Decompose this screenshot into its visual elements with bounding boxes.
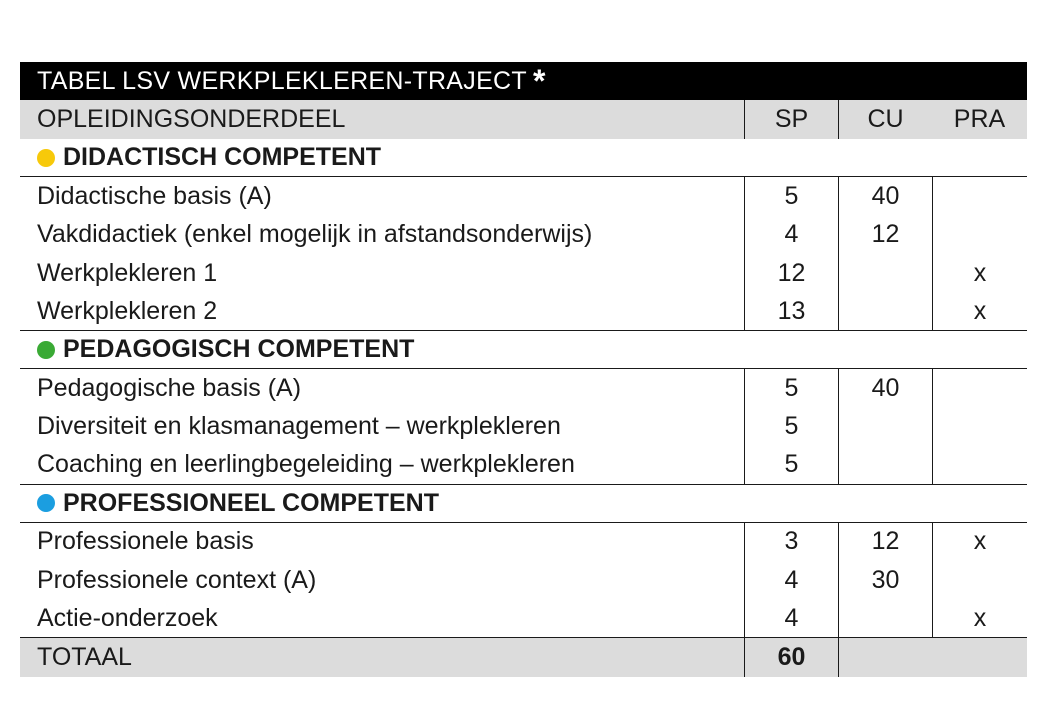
table-row	[20, 216, 1027, 255]
bullet-dot-icon	[37, 494, 55, 512]
table-row	[20, 523, 1027, 562]
section-header	[20, 331, 1027, 369]
course-name: Werkplekleren 2	[37, 296, 218, 325]
course-name: Vakdidactiek (enkel mogelijk in afstandsonderwijs)	[37, 220, 593, 249]
course-name: Actie-onderzoek	[37, 603, 218, 632]
table-row	[20, 369, 1027, 408]
pra-value	[932, 369, 1027, 408]
section-rows	[20, 523, 1027, 639]
section-header	[20, 485, 1027, 523]
table-row	[20, 600, 1027, 639]
cu-value: 40	[838, 177, 932, 216]
header-col-cu: CU	[838, 100, 932, 139]
section-title: PEDAGOGISCH COMPETENT	[63, 335, 415, 363]
sp-value: 13	[744, 293, 838, 331]
course-name: Didactische basis (A)	[37, 181, 272, 210]
course-name: Diversiteit en klasmanagement – werkplekleren	[37, 412, 561, 441]
course-name: Coaching en leerlingbegeleiding – werkplekleren	[37, 450, 575, 479]
table-row	[20, 293, 1027, 332]
cu-value: 12	[838, 216, 932, 255]
table-header-row	[20, 100, 1027, 139]
cu-value: 12	[838, 523, 932, 562]
pra-value	[932, 446, 1027, 484]
sp-value: 5	[744, 446, 838, 484]
header-col-sp: SP	[744, 100, 838, 139]
sp-value: 4	[744, 600, 838, 638]
cu-value	[838, 446, 932, 484]
pra-value	[932, 561, 1027, 600]
sp-value: 4	[744, 216, 838, 255]
pra-value: x	[932, 254, 1027, 293]
section-title: PROFESSIONEEL COMPETENT	[63, 488, 439, 517]
header-col-opleidingsonderdeel: OPLEIDINGSONDERDEEL	[37, 105, 346, 133]
section-rows	[20, 369, 1027, 485]
header-col-pra: PRA	[953, 105, 1006, 133]
total-row	[20, 638, 1027, 677]
table-row	[20, 446, 1027, 485]
bullet-dot-icon	[37, 149, 55, 167]
asterisk-icon: *	[532, 63, 546, 99]
table-row	[20, 254, 1027, 293]
cu-value: 40	[838, 369, 932, 408]
cu-value	[838, 254, 932, 293]
sp-value: 12	[744, 254, 838, 293]
total-sp: 60	[744, 638, 838, 677]
pra-value: x	[932, 293, 1027, 331]
total-pra	[932, 638, 1027, 677]
pra-value: x	[932, 523, 1027, 562]
course-name: Pedagogische basis (A)	[37, 373, 302, 402]
cu-value	[838, 600, 932, 638]
table-title-bar	[20, 62, 1027, 100]
section-header	[20, 139, 1027, 177]
section-rows	[20, 177, 1027, 331]
cu-value: 30	[838, 561, 932, 600]
table-title: TABEL LSV WERKPLEKLEREN-TRAJECT	[37, 66, 527, 95]
cu-value	[838, 293, 932, 331]
table-body	[20, 139, 1027, 638]
total-label: TOTAAL	[37, 642, 132, 671]
sp-value: 5	[744, 408, 838, 447]
sp-value: 3	[744, 523, 838, 562]
section-title: DIDACTISCH COMPETENT	[63, 143, 382, 171]
course-name: Professionele basis	[37, 527, 254, 556]
table-row	[20, 561, 1027, 600]
table-row	[20, 408, 1027, 447]
pra-value: x	[932, 600, 1027, 638]
course-name: Professionele context (A)	[37, 565, 317, 594]
pra-value	[932, 177, 1027, 216]
bullet-dot-icon	[37, 341, 55, 359]
pra-value	[932, 408, 1027, 447]
total-cu	[838, 638, 932, 677]
sp-value: 5	[744, 177, 838, 216]
lsv-table	[20, 62, 1027, 677]
pra-value	[932, 216, 1027, 255]
course-name: Werkplekleren 1	[37, 258, 218, 287]
cu-value	[838, 408, 932, 447]
table-row	[20, 177, 1027, 216]
sp-value: 4	[744, 561, 838, 600]
sp-value: 5	[744, 369, 838, 408]
